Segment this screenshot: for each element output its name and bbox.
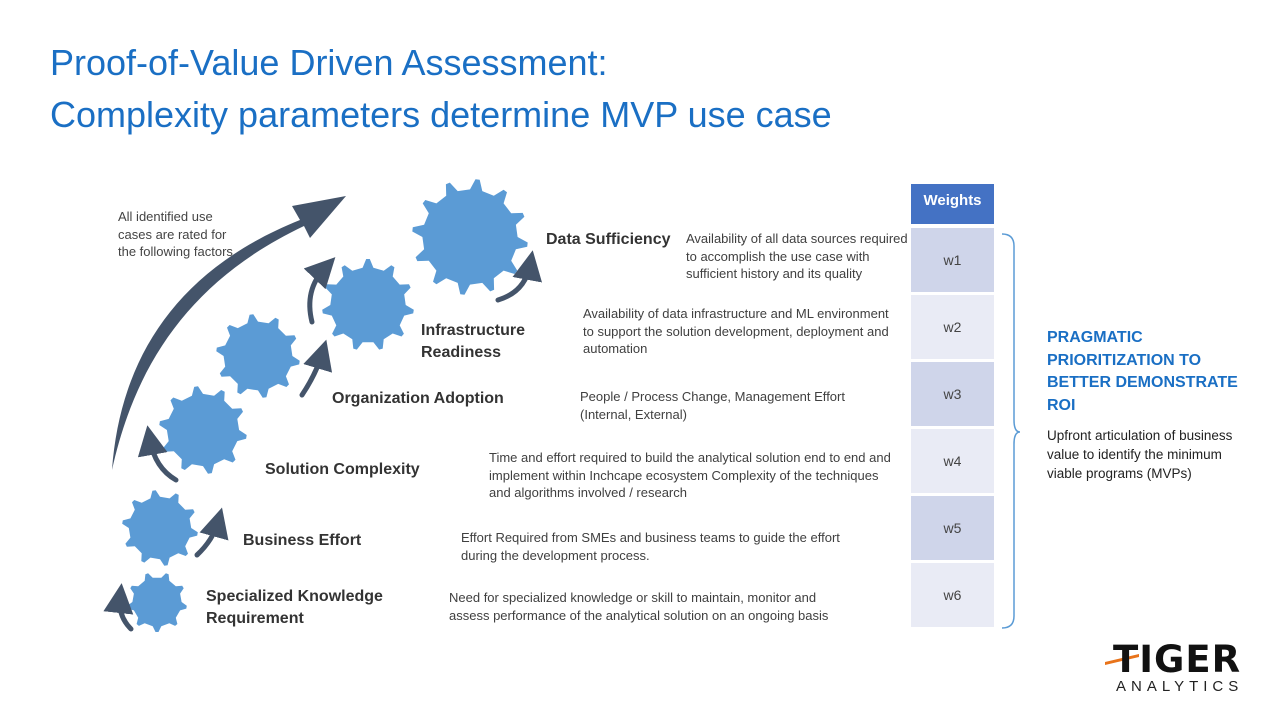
callout-text: Upfront articulation of business value to identify the minimum viable programs (MVPs) — [1047, 428, 1233, 481]
factor-label: Infrastructure Readiness — [421, 322, 526, 361]
factor-description: Availability of data infrastructure and ML environment to support the solution development, deployment and automation — [583, 306, 889, 356]
page-title-line2: Complexity parameters determine MVP use case — [50, 94, 832, 135]
brace-icon — [1000, 232, 1020, 632]
curved-arrow-icon — [197, 522, 218, 555]
gear-icon — [127, 573, 187, 632]
weight-cell: w2 — [911, 295, 994, 359]
factor-description: Availability of all data sources required to accomplish the use case with sufficient history and its quality — [686, 231, 908, 281]
factor-label: Data Sufficiency — [546, 231, 671, 248]
factor-description: Need for specialized knowledge or skill to maintain, monitor and assess performance of the analytical solution on an ongoing basis — [449, 590, 829, 623]
curved-arrow-icon — [120, 598, 131, 629]
weight-cell: w5 — [911, 496, 994, 560]
weights-header: Weights — [911, 184, 994, 224]
gear-icon — [159, 386, 246, 473]
factor-description: Effort Required from SMEs and business teams to guide the effort during the development process. — [461, 530, 840, 563]
factor-label: Solution Complexity — [265, 461, 420, 478]
logo-analytics: ANALYTICS — [1116, 678, 1244, 695]
factor-label: Organization Adoption — [332, 390, 504, 407]
intro-text: All identified use cases are rated for the following factors — [118, 209, 233, 259]
weight-cell: w6 — [911, 563, 994, 627]
curved-arrow-icon — [302, 354, 322, 395]
weight-cell: w4 — [911, 429, 994, 493]
factor-label: Specialized Knowledge Requirement — [206, 588, 383, 627]
page-title-line1: Proof-of-Value Driven Assessment: — [50, 42, 608, 83]
logo-tiger: TIGER — [1113, 638, 1242, 681]
factor-description: Time and effort required to build the analytical solution end to end and implement within Inchcape ecosystem Complexity of the techniques and algorithms involved / research — [489, 450, 891, 500]
gear-icon — [322, 259, 414, 350]
gear-icon — [122, 490, 198, 566]
callout-heading: PRAGMATIC PRIORITIZATION TO BETTER DEMONSTRATE ROI — [1047, 329, 1238, 414]
gear-icon — [412, 179, 527, 294]
weight-cell: w1 — [911, 228, 994, 292]
factor-description: People / Process Change, Management Effort (Internal, External) — [580, 389, 845, 422]
gear-icon — [216, 314, 299, 397]
weight-cell: w3 — [911, 362, 994, 426]
factor-label: Business Effort — [243, 532, 362, 549]
curved-arrow-icon — [310, 268, 325, 322]
